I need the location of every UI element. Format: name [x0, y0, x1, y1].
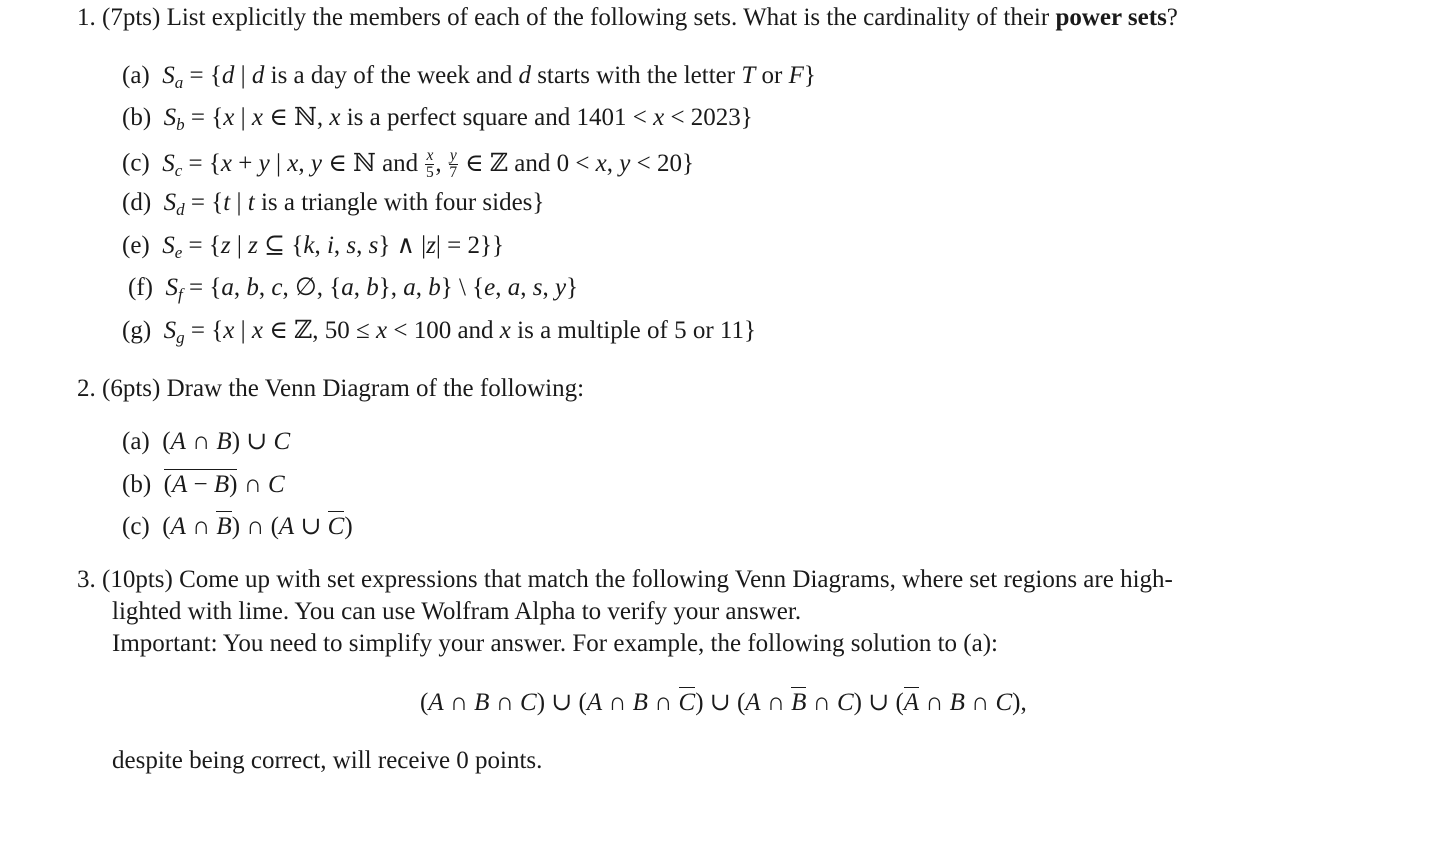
- q1-item-g: [122, 317, 756, 347]
- q1-item-f: [128, 274, 579, 304]
- q2-item-c: [122, 514, 353, 539]
- q1-header-bold: power sets: [1055, 4, 1167, 31]
- q1-item-d-math: $S_d = \{t$ | t is a triangle with four sides}: [163, 189, 545, 219]
- q1-header-suffix: ?: [1166, 4, 1178, 31]
- q2-item-b-label: (b): [122, 471, 152, 498]
- q1-item-c-label: (c): [122, 149, 150, 177]
- q1-item-a-label: (a): [122, 62, 150, 89]
- q1-item-c: [122, 148, 694, 182]
- q3-line1-text: (10pts) Come up with set expressions that match the following Venn Diagrams, where set regions are high-: [102, 566, 1173, 593]
- q2-item-b: [122, 472, 285, 497]
- q3-line2: lighted with lime. You can use Wolfram Alpha to verify your answer.: [112, 598, 802, 625]
- q1-item-c-math: $S_c = \{x + y$ | x, y ∈ ℕ and $\frac{x}{5}$ , $\frac{y}{7}$ ∈ ℤ and 0 < x, y < 20}: [162, 147, 694, 182]
- q1-item-e: [122, 232, 505, 262]
- q3-line1: [77, 567, 1173, 592]
- q1-item-b: [122, 104, 753, 134]
- q1-item-b-math: $S_b = \{x$ | x ∈ ℕ, x is a perfect square and 1401 < x < 2023}: [163, 104, 753, 134]
- q2-header: [77, 376, 584, 401]
- q3-line3: Important: You need to simplify your answer. For example, the following solution to (a):: [112, 630, 998, 657]
- q2-number: 2.: [77, 375, 96, 402]
- q3-line4: despite being correct, will receive 0 points.: [112, 747, 543, 774]
- q2-item-c-math: (A ∩ B) ∩ (A ∪ C): [156, 513, 353, 540]
- q1-item-g-math: $S_g = \{x$ | x ∈ ℤ, 50 ≤ x < 100 and x is a multiple of 5 or 11}: [163, 317, 756, 347]
- q1-item-e-label: (e): [122, 232, 150, 259]
- q1-header-text: (7pts) List explicitly the members of each of the following sets. What is the cardinality of their: [102, 4, 1056, 31]
- q1-item-f-label: (f): [128, 274, 153, 301]
- q2-item-a: [122, 429, 290, 454]
- q2-header-text: (6pts) Draw the Venn Diagram of the following:: [102, 375, 585, 402]
- q1-item-g-label: (g): [122, 317, 152, 344]
- q1-item-a-math: $S_a = \{d$ | d is a day of the week and d starts with the letter T or F}: [162, 62, 816, 92]
- q2-item-a-math: (A ∩ B) ∪ C: [156, 428, 291, 455]
- q1-number: 1.: [77, 4, 96, 31]
- q1-item-a: [122, 62, 816, 92]
- q2-item-c-label: (c): [122, 513, 150, 540]
- q3-formula: (A ∩ B ∩ C) ∪ (A ∩ B ∩ C) ∪ (A ∩ B ∩ C) ∪ (A ∩ B ∩ C),: [420, 689, 1027, 716]
- q3-number: 3.: [77, 566, 96, 593]
- q2-item-a-label: (a): [122, 428, 150, 455]
- q1-item-d-label: (d): [122, 189, 152, 216]
- q1-header: [77, 5, 1178, 30]
- q2-item-b-math: (A − B) ∩ C: [163, 471, 285, 498]
- q1-item-d: [122, 189, 545, 219]
- q1-item-e-math: $S_e = \{z$ | z ⊆ {k, i, s, s} ∧ |z| = 2}}: [162, 232, 505, 262]
- q1-item-f-math: $S_f = \{a$, b, c, ∅, {a, b}, a, b} \ {e, a, s, y}: [165, 274, 579, 304]
- q1-item-b-label: (b): [122, 104, 152, 131]
